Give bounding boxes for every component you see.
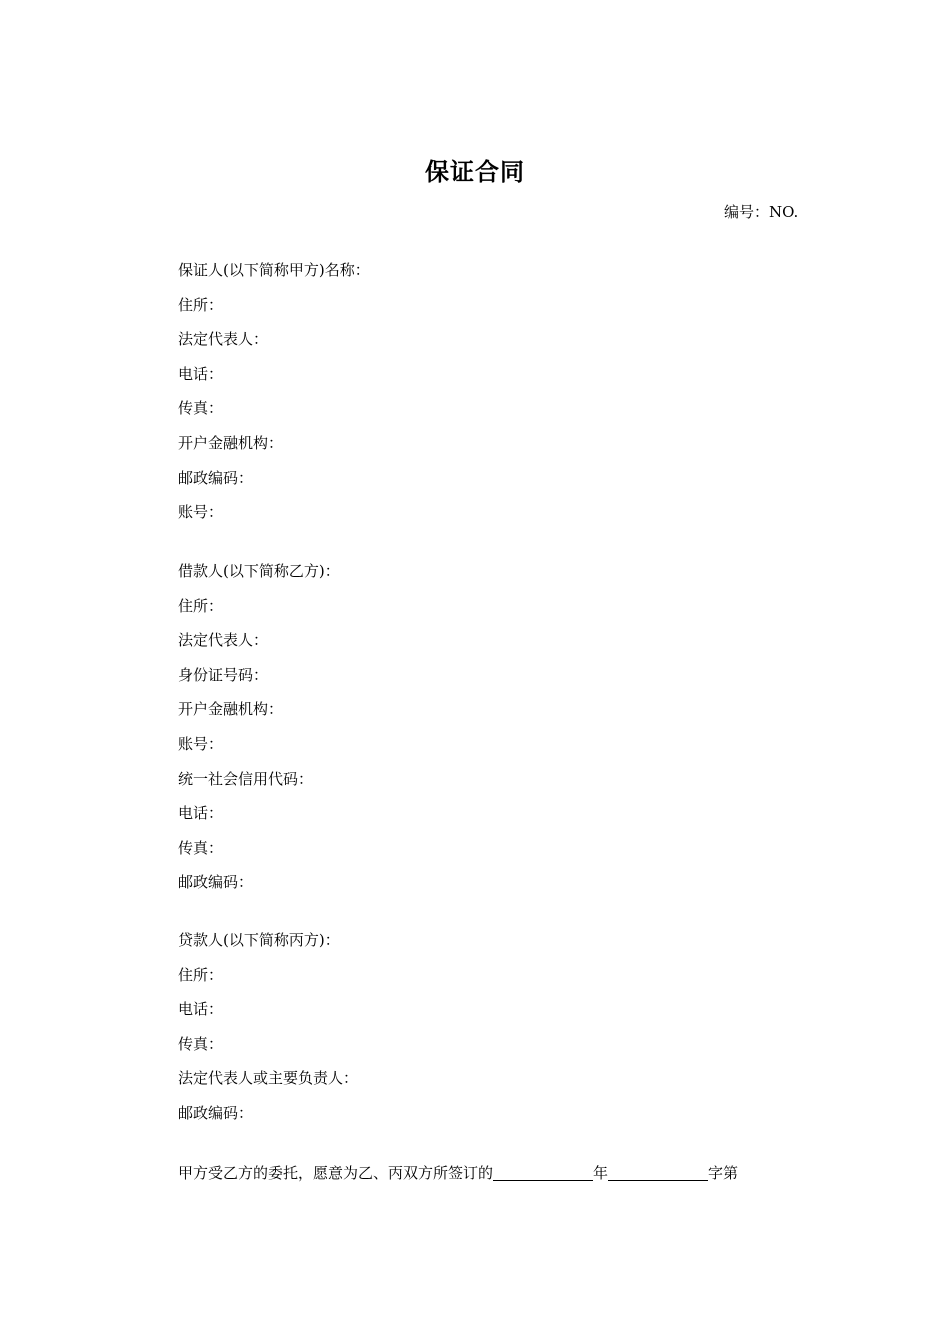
lender-phone-line: 电话：: [178, 1000, 224, 1019]
lender-section: [178, 923, 818, 1131]
lender-fax-line: 传真：: [178, 1034, 224, 1053]
borrower-postcode-line: 邮政编码：: [178, 873, 254, 892]
borrower-section: [178, 554, 818, 900]
lender-legal-rep-line: 法定代表人或主要负责人：: [178, 1069, 359, 1088]
borrower-account-line: 账号：: [178, 734, 224, 753]
body-para-start: 甲方受乙方的委托，愿意为乙、丙双方所签订的: [178, 1164, 494, 1182]
guarantor-fax-line: 传真：: [178, 399, 224, 418]
document-number: 编号：NO.: [724, 203, 799, 221]
borrower-credit-code-line: 统一社会信用代码：: [178, 769, 314, 788]
borrower-bank-line: 开户金融机构：: [178, 700, 284, 719]
borrower-id-number-line: 身份证号码：: [178, 665, 269, 684]
word-no-label: 字第: [708, 1164, 739, 1182]
guarantor-phone-line: 电话：: [178, 364, 224, 383]
guarantor-name-line: 保证人(以下简称甲方)名称：: [178, 261, 370, 279]
borrower-phone-line: 电话：: [178, 804, 224, 823]
borrower-fax-line: 传真：: [178, 838, 224, 857]
lender-name-line: 贷款人(以下简称丙方)：: [178, 931, 340, 949]
guarantor-address-line: 住所：: [178, 295, 224, 314]
page-title: 保证合同: [425, 158, 525, 186]
lender-postcode-line: 邮政编码：: [178, 1103, 254, 1122]
guarantor-legal-rep-line: 法定代表人：: [178, 330, 269, 349]
guarantor-section: [178, 253, 818, 530]
year-label: 年: [593, 1164, 609, 1182]
guarantor-bank-line: 开户金融机构：: [178, 433, 284, 452]
borrower-address-line: 住所：: [178, 596, 224, 615]
borrower-legal-rep-line: 法定代表人：: [178, 631, 269, 650]
word-blank: [608, 1162, 708, 1181]
guarantor-postcode-line: 邮政编码：: [178, 468, 254, 487]
body-paragraph: [178, 1156, 818, 1190]
guarantor-account-line: 账号：: [178, 503, 224, 522]
lender-address-line: 住所：: [178, 965, 224, 984]
year-blank: [493, 1162, 593, 1181]
borrower-name-line: 借款人(以下简称乙方)：: [178, 562, 340, 580]
